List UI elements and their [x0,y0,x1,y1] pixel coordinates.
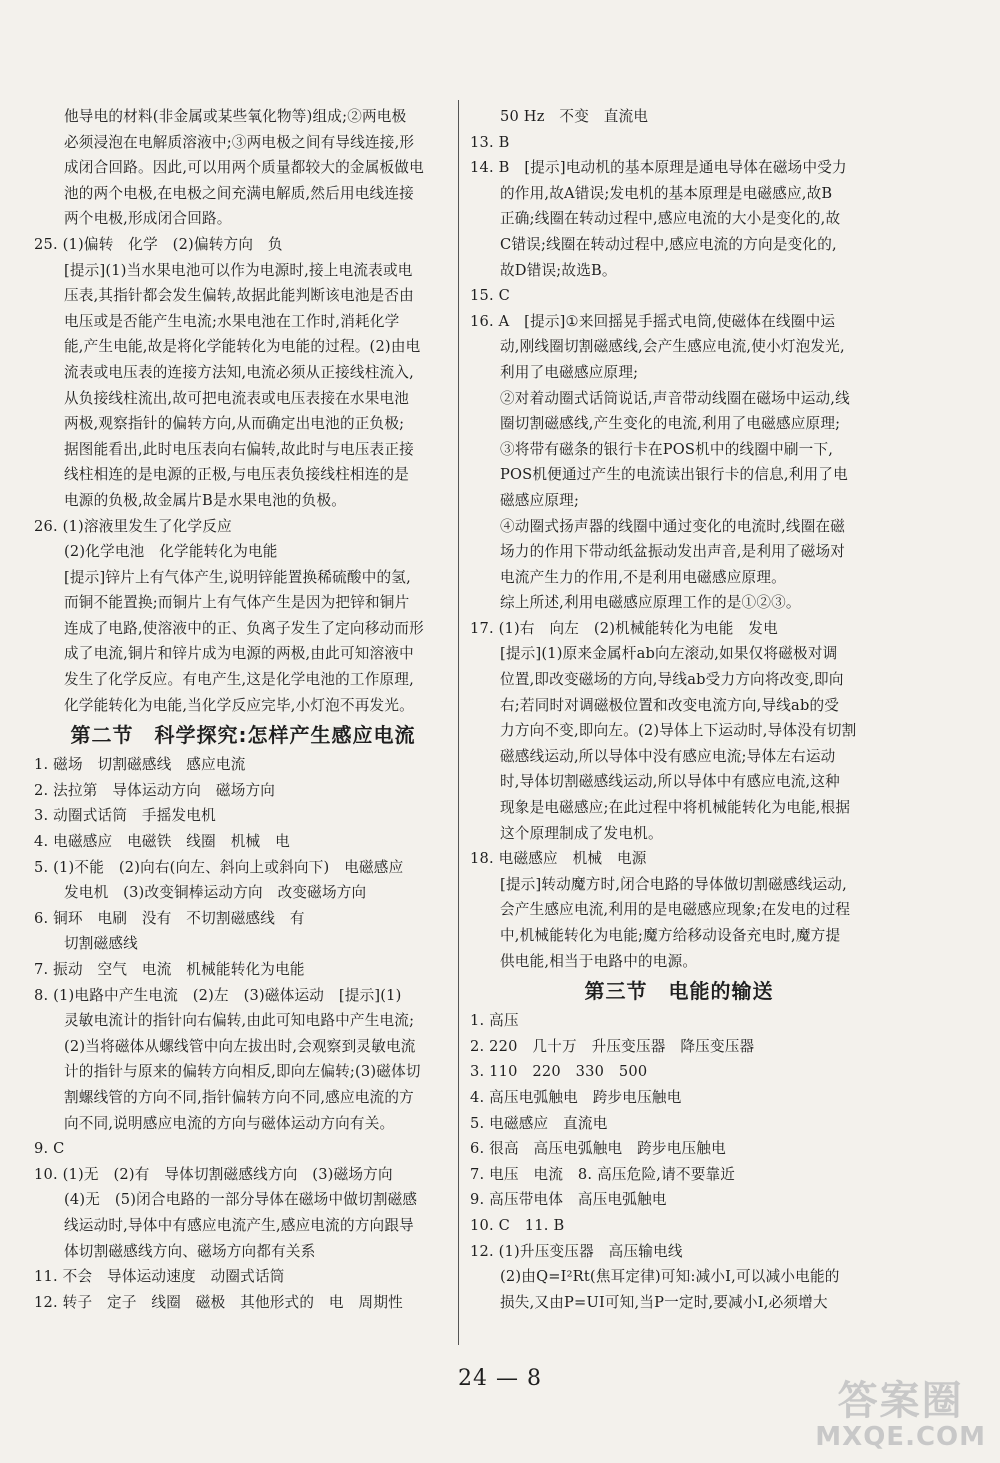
text-line: 11. 不会 导体运动速度 动圈式话筒 [34,1268,285,1286]
text-line: 流表或电压表的连接方法知,电流必须从正接线柱流入, [64,363,414,381]
text-line: 供电能,相当于电路中的电源。 [500,952,698,970]
text-line: 电压或是否能产生电流;水果电池在工作时,消耗化学 [64,312,400,330]
text-line: 故D错误;故选B。 [500,261,617,279]
text-line: 据图能看出,此时电压表向右偏转,故此时与电压表正接 [64,440,414,458]
text-line: ④动圈式扬声器的线圈中通过变化的电流时,线圈在磁 [500,517,846,535]
text-line: 压表,其指针都会发生偏转,故据此能判断该电池是否由 [64,287,414,305]
text-line: 2. 220 几十万 升压变压器 降压变压器 [470,1037,755,1055]
text-line: 中,机械能转化为电能;魔方给移动设备充电时,魔方提 [500,927,841,944]
text-line: (4)无 (5)闭合电路的一部分导体在磁场中做切割磁感 [64,1191,418,1209]
text-line: 8. (1)电路中产生电流 (2)左 (3)磁体运动 [提示](1) [34,986,402,1004]
text-line: 发电机 (3)改变铜棒运动方向 改变磁场方向 [64,884,367,902]
text-line: 25. (1)偏转 化学 (2)偏转方向 负 [34,235,283,253]
text-line: 17. (1)右 向左 (2)机械能转化为电能 发电 [470,619,778,637]
text-line: 1. 高压 [470,1012,519,1030]
watermark-text: 答案圈 [837,1378,964,1424]
text-line: 10. (1)无 (2)有 导体切割磁感线方向 (3)磁场方向 [34,1165,393,1183]
text-line: 必须浸泡在电解质溶液中;③两电极之间有导线连接,形 [64,133,415,151]
text-line: 10. C 11. B [470,1216,565,1234]
text-line: 而铜不能置换;而铜片上有气体产生是因为把锌和铜片 [64,594,410,612]
text-line: 的作用,故A错误;发电机的基本原理是电磁感应,故B [500,184,833,202]
watermark-logo [815,1379,986,1451]
text-line: 14. B [提示]电动机的基本原理是通电导体在磁场中受力 [470,159,847,177]
text-line: 综上所述,利用电磁感应原理工作的是①②③。 [500,594,801,612]
text-line: 线运动时,导体中有感应电流产生,感应电流的方向跟导 [64,1216,414,1234]
text-line: 两极,观察指针的偏转方向,从而确定出电池的正负极; [64,415,405,433]
text-line: 3. 110 220 330 500 [470,1063,648,1081]
text-line: 现象是电磁感应;在此过程中将机械能转化为电能,根据 [500,799,851,817]
text-line: 池的两个电极,在电极之间充满电解质,然后用电线连接 [64,184,414,202]
text-line: 26. (1)溶液里发生了化学反应 [34,517,232,535]
text-line: (2)化学电池 化学能转化为电能 [64,543,278,561]
text-line: 9. C [34,1140,65,1158]
text-line: 5. (1)不能 (2)向右(向左、斜向上或斜向下) 电磁感应 [34,858,404,876]
section-heading: 第三节 电能的输送 [584,979,774,1004]
text-line: 16. A [提示]①来回摇晃手摇式电筒,使磁体在线圈中运 [470,312,836,330]
text-line: 1. 磁场 切割磁感线 感应电流 [34,756,246,774]
right-column [470,104,888,1315]
text-line: 向不同,说明感应电流的方向与磁体运动方向有关。 [64,1114,395,1132]
text-line: (2)当将磁体从螺线管中向左拔出时,会观察到灵敏电流 [64,1037,416,1055]
text-line: 5. 电磁感应 直流电 [470,1114,608,1132]
text-line: 50 Hz 不变 直流电 [500,108,649,125]
text-line: [提示]转动魔方时,闭合电路的导体做切割磁感线运动, [500,875,847,893]
text-line: POS机便通过产生的电流读出银行卡的信息,利用了电 [500,466,848,484]
text-line: 18. 电磁感应 机械 电源 [470,850,647,868]
text-line: 时,导体切割磁感线运动,所以导体中有感应电流,这种 [500,773,840,791]
text-line: 能,产生电能,故是将化学能转化为电能的过程。(2)由电 [64,338,421,356]
watermark-url: MXQE.COM [815,1422,986,1452]
text-line: (2)由Q=I²Rt(焦耳定律)可知:减小I,可以减小电能的 [500,1268,840,1286]
text-line: 动,刚线圈切割磁感线,会产生感应电流,使小灯泡发光, [500,338,845,356]
text-line: 13. B [470,133,510,151]
text-line: 圈切割磁感线,产生变化的电流,利用了电磁感应原理; [500,415,841,433]
left-column [34,104,452,1315]
column-divider [458,100,459,1345]
text-line: 场力的作用下带动纸盆振动发出声音,是利用了磁场对 [500,543,846,561]
text-line: 连成了电路,使溶液中的正、负离子发生了定向移动而形 [64,619,424,637]
text-line: 右;若同时对调磁极位置和改变电流方向,导线ab的受 [500,696,840,714]
text-line: 9. 高压带电体 高压电弧触电 [470,1191,667,1209]
text-line: 正确;线圈在转动过程中,感应电流的大小是变化的,故 [500,210,841,228]
text-line: 化学能转化为电能,当化学反应完毕,小灯泡不再发光。 [64,696,414,714]
text-line: 利用了电磁感应原理; [500,363,639,381]
text-line: 6. 很高 高压电弧触电 跨步电压触电 [470,1140,726,1158]
text-line: ②对着动圈式话筒说话,声音带动线圈在磁场中运动,线 [500,389,850,407]
text-line: 位置,即改变磁场的方向,导线ab受力方向将改变,即向 [500,671,844,689]
text-line: 切割磁感线 [64,935,138,953]
section-heading: 第二节 科学探究:怎样产生感应电流 [70,723,416,748]
text-line: 6. 铜环 电刷 没有 不切割磁感线 有 [34,909,305,927]
text-line: 成了电流,铜片和锌片成为电源的两极,由此可知溶液中 [64,645,414,663]
text-line: [提示](1)当水果电池可以作为电源时,接上电流表或电 [64,261,413,279]
text-line: 4. 高压电弧触电 跨步电压触电 [470,1088,682,1106]
text-line: 体切割磁感线方向、磁场方向都有关系 [64,1242,316,1260]
text-line: [提示](1)原来金属杆ab向左滚动,如果仅将磁极对调 [500,645,838,663]
text-line: 2. 法拉第 导体运动方向 磁场方向 [34,781,276,799]
text-line: 15. C [470,287,511,305]
text-line: 电流产生力的作用,不是利用电磁感应原理。 [500,568,786,586]
text-line: 电源的负极,故金属片B是水果电池的负极。 [64,491,347,509]
text-line: 磁感应原理; [500,491,580,509]
text-line: [提示]锌片上有气体产生,说明锌能置换稀硫酸中的氢, [64,568,411,586]
text-line: 成闭合回路。因此,可以用两个质量都较大的金属板做电 [64,159,424,177]
text-line: C错误;线圈在转动过程中,感应电流的方向是变化的, [500,235,837,253]
text-line: 4. 电磁感应 电磁铁 线圈 机械 电 [34,833,290,851]
text-line: 割螺线管的方向不同,指针偏转方向不同,感应电流的方 [64,1088,414,1106]
text-line: 12. 转子 定子 线圈 磁极 其他形式的 电 周期性 [34,1293,403,1311]
text-line: 7. 振动 空气 电流 机械能转化为电能 [34,961,305,978]
text-line: 磁感线运动,所以导体中没有感应电流;导体左右运动 [500,747,836,765]
text-line: 两个电极,形成闭合回路。 [64,210,232,228]
text-line: 他导电的材料(非金属或某些氧化物等)组成;②两电极 [64,108,407,125]
text-line: 损失,又由P=UI可知,当P一定时,要减小I,必须增大 [500,1293,828,1311]
text-line: 灵敏电流计的指针向右偏转,由此可知电路中产生电流; [64,1012,415,1030]
text-line: 线柱相连的是电源的正极,与电压表负接线柱相连的是 [64,466,410,484]
text-line: 发生了化学反应。有电产生,这是化学电池的工作原理, [64,671,414,689]
text-line: 会产生感应电流,利用的是电磁感应现象;在发电的过程 [500,901,851,919]
page-number: 24 — 8 [458,1366,542,1391]
text-line: ③将带有磁条的银行卡在POS机中的线圈中刷一下, [500,440,834,458]
text-line: 3. 动圈式话筒 手摇发电机 [34,807,216,825]
text-line: 计的指针与原来的偏转方向相反,即向左偏转;(3)磁体切 [64,1063,421,1081]
text-line: 这个原理制成了发电机。 [500,824,663,842]
text-line: 从负接线柱流出,故可把电流表或电压表接在水果电池 [64,389,410,407]
text-line: 7. 电压 电流 8. 高压危险,请不要靠近 [470,1165,736,1183]
text-line: 力方向不变,即向左。(2)导体上下运动时,导体没有切割 [500,722,857,740]
text-line: 12. (1)升压变压器 高压输电线 [470,1242,683,1260]
